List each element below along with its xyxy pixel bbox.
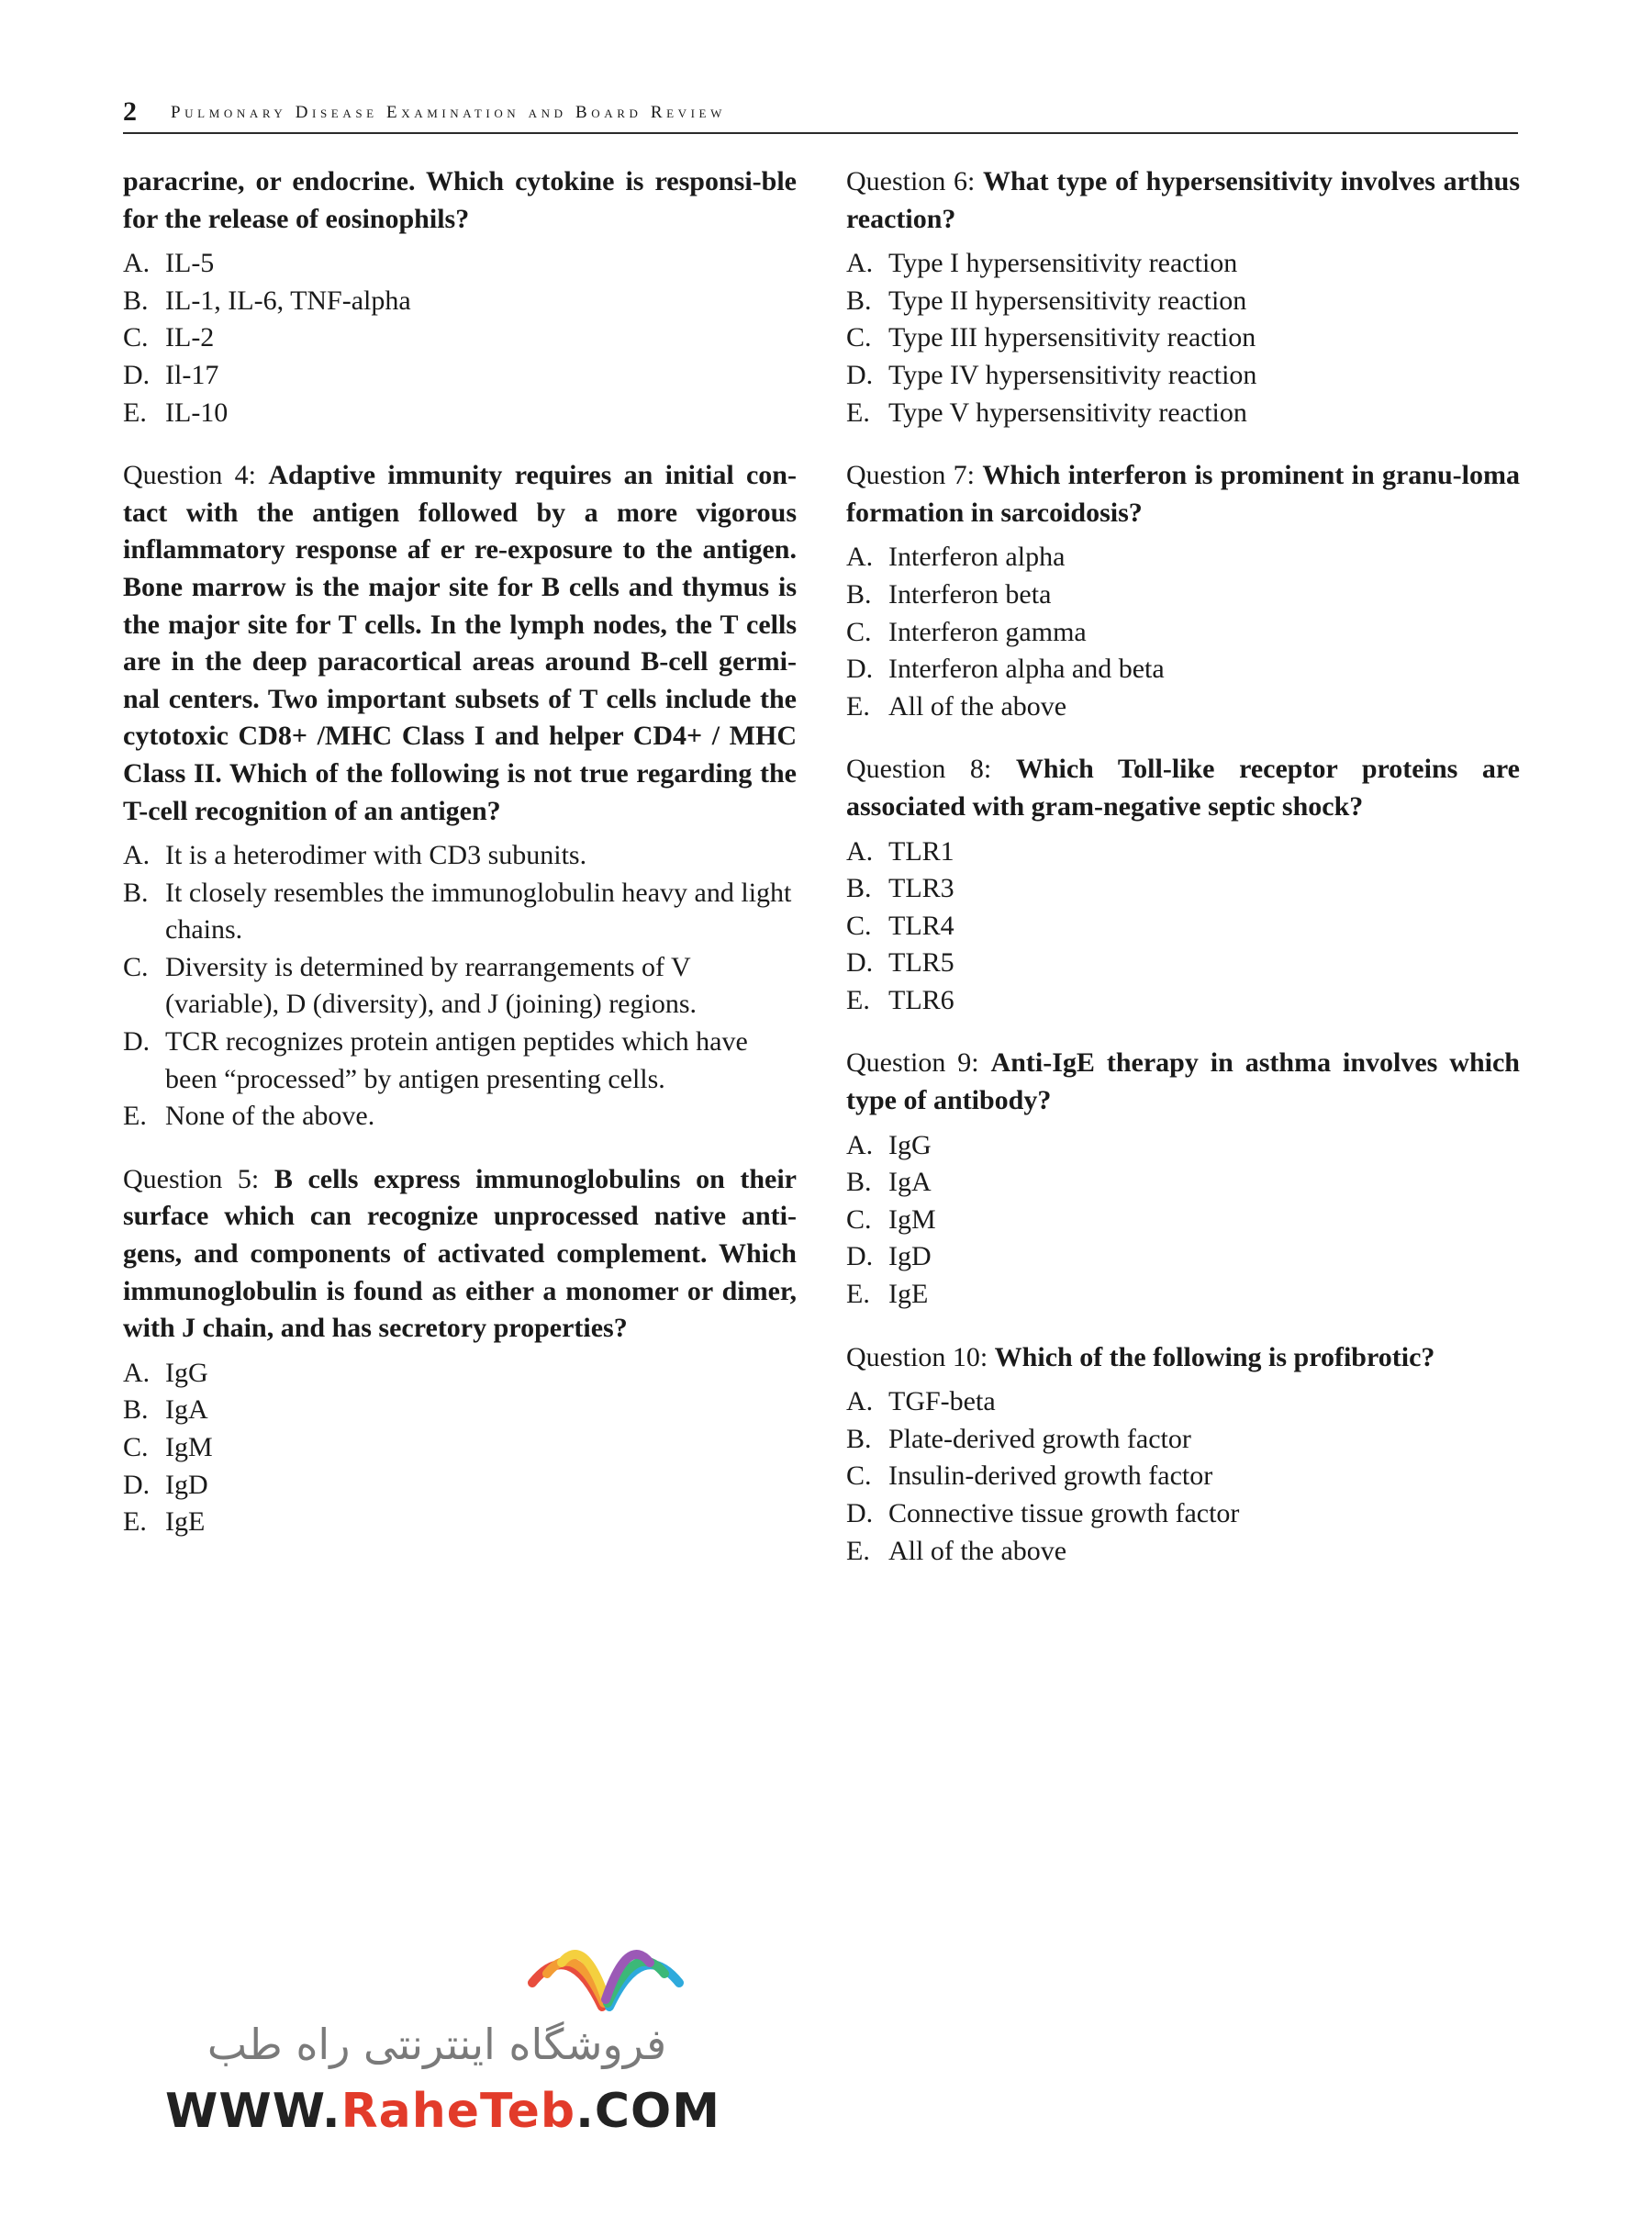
answer-option: B. IL-1, IL-6, TNF-alpha	[123, 285, 411, 316]
answer-option: C. IgM	[123, 1432, 213, 1462]
question-text: Question 10: Which of the following is profibrotic?	[846, 1341, 1435, 1372]
answer-option: A. Type I hypersensitivity reaction	[846, 248, 1238, 279]
answer-option: B. It closely resembles the immunoglobulin heavy and light chains.	[123, 877, 792, 946]
answer-option: D. Il-17	[123, 359, 219, 390]
question-text: Question 8: Which Toll-like receptor proteins are associated with gram-negative septic shock?	[846, 754, 1520, 822]
answer-option: D. Interferon alpha and beta	[846, 654, 1165, 685]
right-column	[846, 163, 1520, 1595]
question-text: Question 7: Which interferon is prominent in granu-loma formation in sarcoidosis?	[846, 460, 1520, 528]
answer-option: B. IgA	[846, 1167, 932, 1198]
question-text: Question 9: Anti-IgE therapy in asthma involves which type of antibody?	[846, 1047, 1520, 1116]
answer-option: E. IgE	[123, 1506, 206, 1538]
answer-options	[846, 245, 1520, 431]
answer-option: E. TLR6	[846, 984, 954, 1015]
answer-option: E. All of the above	[846, 1535, 1067, 1566]
question-9	[846, 1045, 1520, 1313]
answer-option: E. IL-10	[123, 397, 229, 428]
answer-options	[123, 1355, 797, 1541]
watermark-logo	[165, 1919, 720, 2157]
answer-options	[123, 837, 797, 1136]
answer-option: C. Interferon gamma	[846, 616, 1087, 647]
answer-option: A. IgG	[123, 1357, 208, 1388]
answer-option: D. Type IV hypersensitivity reaction	[846, 359, 1257, 390]
question-text: Question 5: B cells express immunoglobulins on their surface which can recognize unprocessed native anti-gens, and components of activated complement. Which immunoglobulin is found as either a monomer or dimer, with J chain, and has secretory properties?	[123, 1163, 797, 1344]
page-header	[123, 95, 1518, 134]
answer-option: E. None of the above.	[123, 1101, 375, 1132]
answer-option: D. Connective tissue growth factor	[846, 1498, 1240, 1528]
answer-option: C. IL-2	[123, 322, 215, 353]
question-7	[846, 457, 1520, 725]
left-column	[123, 163, 797, 1567]
answer-option: D. IgD	[123, 1469, 208, 1500]
answer-option: B. Type II hypersensitivity reaction	[846, 285, 1247, 316]
question-4	[123, 457, 797, 1136]
answer-option: A. Interferon alpha	[846, 542, 1066, 573]
answer-option: D. TCR recognizes protein antigen peptides which have been “processed” by antigen presenting cells.	[123, 1026, 748, 1094]
watermark-site-url: WWW.RaheTeb.COM	[165, 2084, 720, 2139]
answer-option: D. IgD	[846, 1241, 932, 1272]
answer-option: D. TLR5	[846, 947, 954, 979]
answer-option: B. IgA	[123, 1394, 208, 1426]
question-text: Question 4: Adaptive immunity requires an initial con-tact with the antigen followed by a more vigorous inflammatory response af er re-exposure to the antigen. Bone marrow is the major site for B cells and thymus is the major site for T cells. In the lymph nodes, the T cells are in the deep paracortical areas around B-cell germi-nal centers. Two important subsets of T cells include the cytotoxic CD8+ /MHC Class I and helper CD4+ / MHC Class II. Which of the following is not true regarding the T-cell recognition of an antigen?	[123, 460, 797, 826]
answer-option: B. TLR3	[846, 873, 954, 904]
question-5	[123, 1161, 797, 1541]
open-book-rainbow-icon	[514, 1919, 698, 2020]
answer-option: C. Type III hypersensitivity reaction	[846, 322, 1256, 353]
answer-option: A. IgG	[846, 1129, 932, 1160]
question-6	[846, 163, 1520, 431]
answer-options	[846, 1127, 1520, 1314]
answer-option: C. TLR4	[846, 910, 954, 941]
answer-option: C. Insulin-derived growth factor	[846, 1461, 1213, 1492]
answer-options	[846, 539, 1520, 725]
answer-option: B. Interferon beta	[846, 578, 1052, 610]
question-text: Question 6: What type of hypersensitivity involves arthus reaction?	[846, 166, 1520, 234]
answer-options	[846, 834, 1520, 1020]
answer-option: E. IgE	[846, 1279, 929, 1310]
answer-option: A. TGF-beta	[846, 1386, 996, 1417]
answer-option: E. Type V hypersensitivity reaction	[846, 397, 1247, 428]
answer-option: C. IgM	[846, 1203, 936, 1235]
question-8	[846, 751, 1520, 1019]
page-number: 2	[123, 96, 137, 127]
running-title: Pulmonary Disease Examination and Board Review	[171, 103, 726, 122]
question-3-continuation	[123, 163, 797, 431]
answer-option: B. Plate-derived growth factor	[846, 1423, 1191, 1454]
answer-options	[846, 1383, 1520, 1570]
answer-option: E. All of the above	[846, 690, 1067, 722]
answer-option: C. Diversity is determined by rearrangements of V (variable), D (diversity), and J (joining) regions.	[123, 951, 698, 1020]
answer-option: A. It is a heterodimer with CD3 subunits.	[123, 840, 587, 871]
answer-option: A. IL-5	[123, 248, 215, 279]
watermark-persian-text: فروشگاه اینترنتی راه طب	[206, 2020, 667, 2069]
question-10	[846, 1339, 1520, 1571]
answer-options	[123, 245, 797, 431]
answer-option: A. TLR1	[846, 835, 954, 867]
question-text: paracrine, or endocrine. Which cytokine is responsi-ble for the release of eosinophils?	[123, 166, 797, 234]
